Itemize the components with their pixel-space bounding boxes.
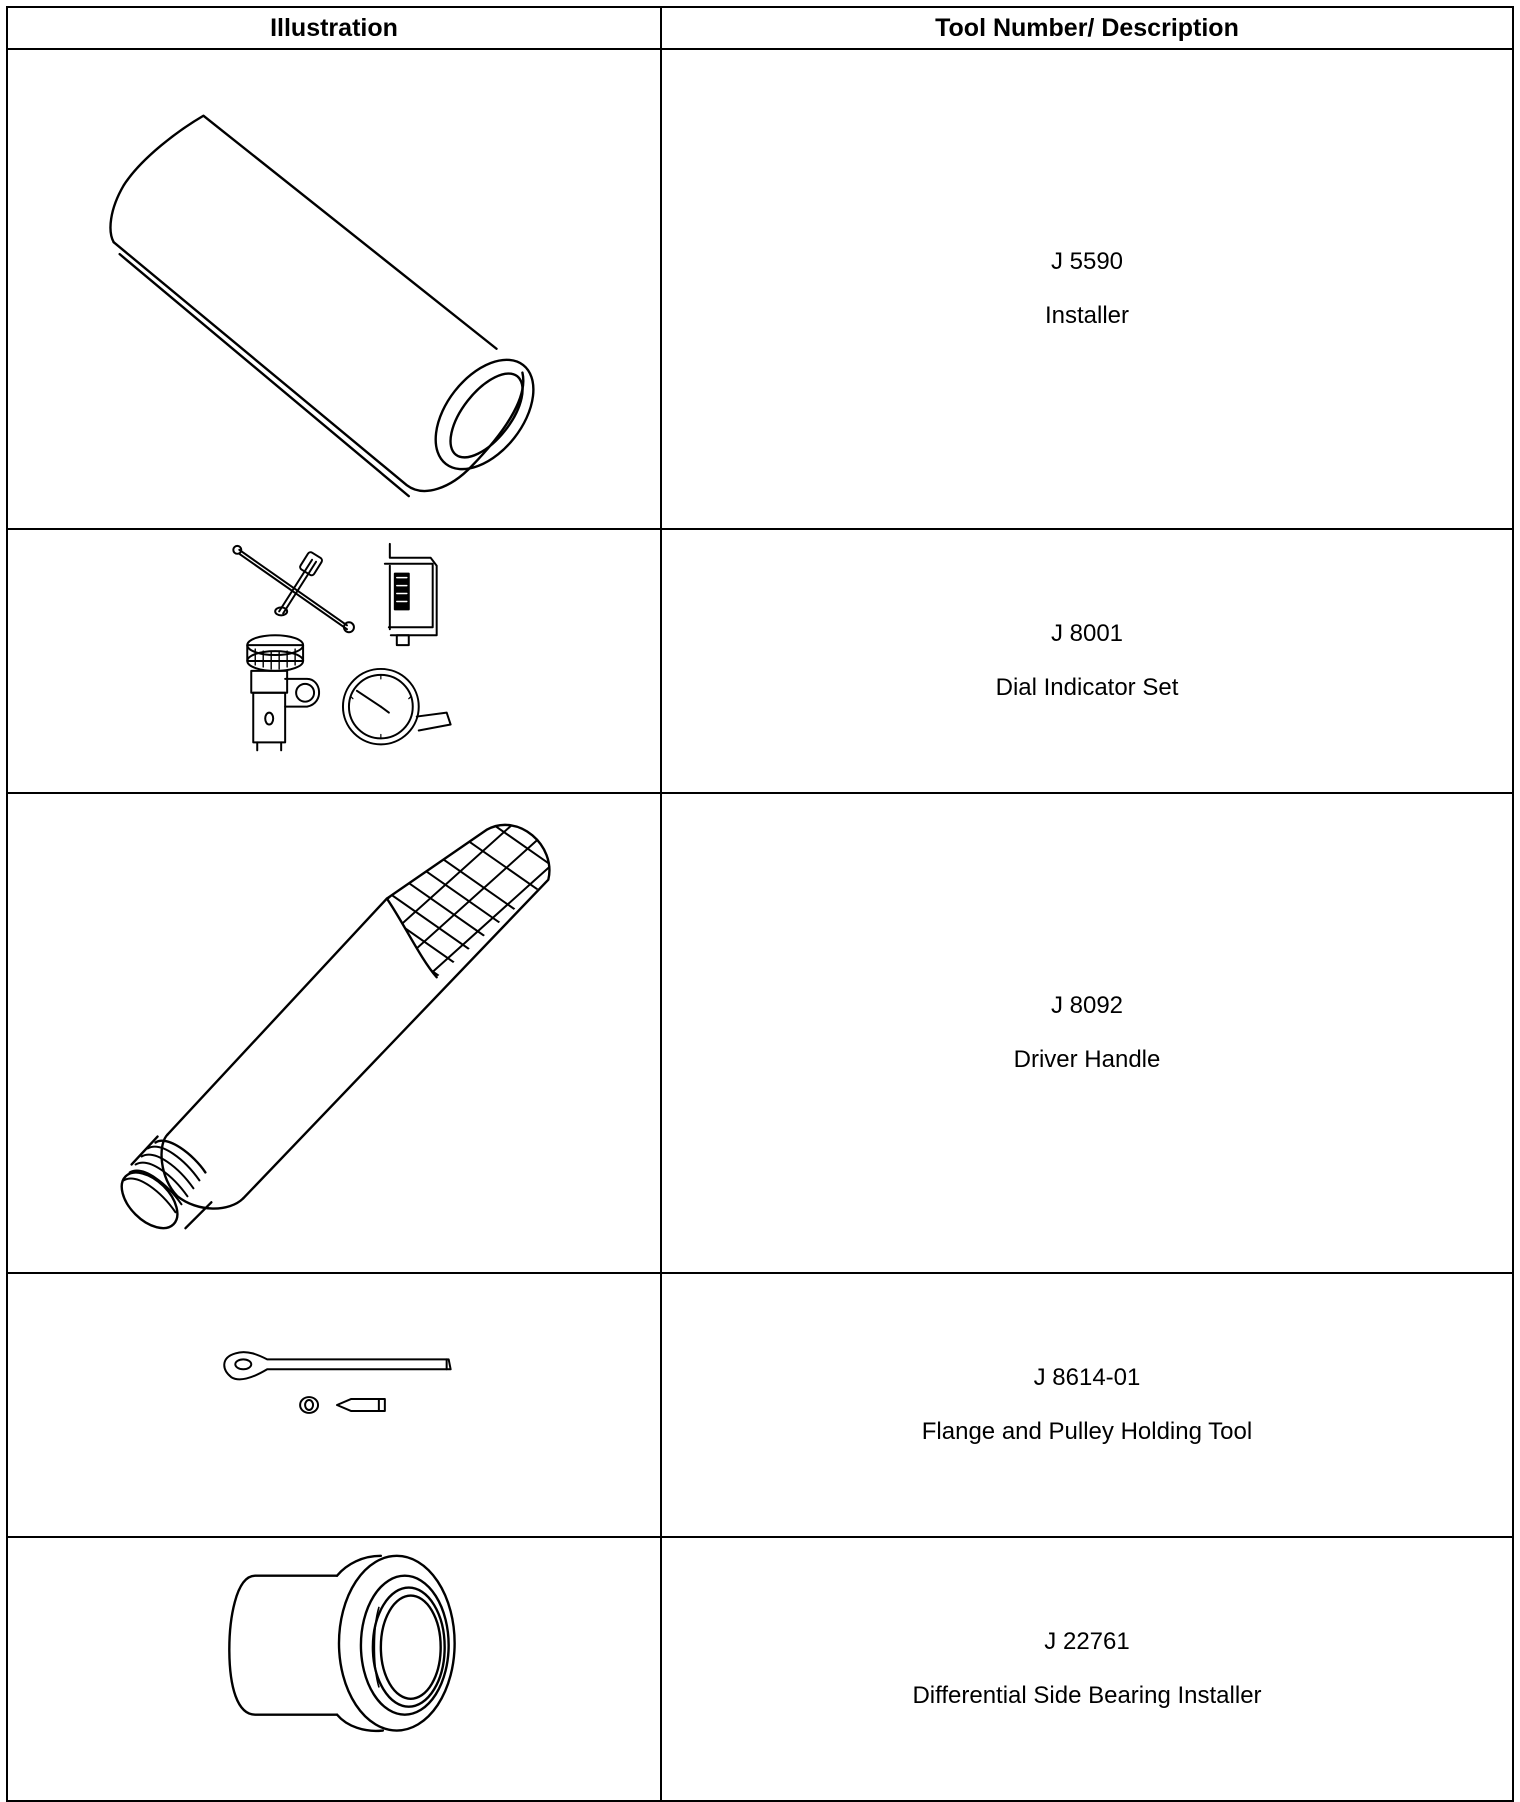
description-cell — [661, 1273, 1513, 1537]
table-row — [7, 529, 1513, 793]
table-row — [7, 1537, 1513, 1801]
tool-description: Differential Side Bearing Installer — [912, 1682, 1262, 1709]
tool-number: J 5590 — [1050, 248, 1124, 275]
dial-indicator-set-icon — [8, 530, 660, 792]
illustration-cell — [7, 49, 661, 529]
tool-description: Installer — [1044, 302, 1130, 329]
tool-number: J 8092 — [1050, 992, 1124, 1019]
driver-handle-icon — [8, 794, 660, 1272]
tool-table — [6, 6, 1514, 1802]
bearing-installer-icon — [8, 1538, 660, 1800]
holding-tool-icon — [8, 1274, 660, 1536]
description-cell — [661, 1537, 1513, 1801]
description-cell — [661, 793, 1513, 1273]
illustration-header: Illustration — [7, 7, 661, 49]
tool-description: Flange and Pulley Holding Tool — [921, 1418, 1253, 1445]
description-header: Tool Number/ Description — [661, 7, 1513, 49]
tool-description: Driver Handle — [1013, 1046, 1161, 1073]
illustration-cell — [7, 1537, 661, 1801]
table-row — [7, 1273, 1513, 1537]
table-row — [7, 49, 1513, 529]
description-cell — [661, 529, 1513, 793]
tool-number: J 8614-01 — [1033, 1364, 1141, 1391]
tool-number: J 8001 — [1050, 620, 1124, 647]
table-header-row — [7, 7, 1513, 49]
illustration-cell — [7, 1273, 661, 1537]
installer-tube-icon — [8, 50, 660, 528]
tool-number: J 22761 — [1044, 1628, 1130, 1655]
illustration-cell — [7, 529, 661, 793]
illustration-cell — [7, 793, 661, 1273]
description-cell — [661, 49, 1513, 529]
tool-description: Dial Indicator Set — [995, 674, 1179, 701]
table-row — [7, 793, 1513, 1273]
